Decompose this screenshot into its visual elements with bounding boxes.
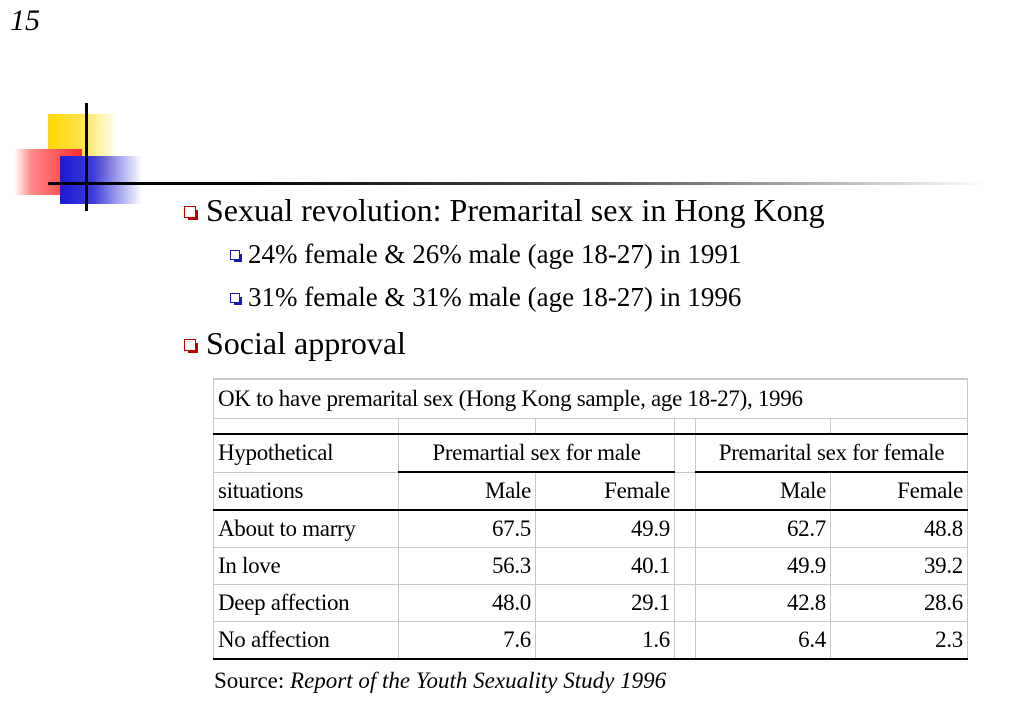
square-bullet-icon: [230, 293, 240, 303]
bullet-item: [184, 192, 1004, 239]
row-label-header: Hypothetical: [214, 434, 399, 472]
logo-red-square: [14, 149, 82, 195]
row-label: No affection: [214, 622, 399, 660]
source-prefix: Source:: [214, 668, 291, 693]
square-bullet-icon: [184, 339, 196, 351]
sub-bullet-item: [230, 239, 1004, 282]
title-divider-line: [48, 182, 988, 185]
table-cell: 40.1: [536, 548, 675, 585]
logo-vertical-line: [85, 103, 88, 211]
table-cell: 29.1: [536, 585, 675, 622]
table-cell: 49.9: [536, 510, 675, 548]
table-row: [214, 548, 968, 585]
row-label-header: situations: [214, 472, 399, 510]
row-label: In love: [214, 548, 399, 585]
row-label: About to marry: [214, 510, 399, 548]
table-cell: 48.0: [399, 585, 536, 622]
column-header: Male: [696, 472, 831, 510]
table-cell: 39.2: [831, 548, 968, 585]
column-header: Male: [399, 472, 536, 510]
slide-number: 15: [10, 4, 40, 37]
table-cell: 1.6: [536, 622, 675, 660]
logo-blue-square: [60, 156, 142, 204]
table-row: [214, 585, 968, 622]
group-header-female: Premarital sex for female: [696, 434, 968, 472]
square-bullet-icon: [230, 250, 240, 260]
table-cell: 42.8: [696, 585, 831, 622]
bullet-text: 24% female & 26% male (age 18-27) in 1991: [248, 239, 742, 269]
table-row: [214, 510, 968, 548]
table-cell: 49.9: [696, 548, 831, 585]
bullet-text: Social approval: [206, 325, 406, 361]
table-cell: 48.8: [831, 510, 968, 548]
table-cell: 28.6: [831, 585, 968, 622]
table-row: [214, 622, 968, 660]
column-header: Female: [831, 472, 968, 510]
table-cell: 62.7: [696, 510, 831, 548]
square-bullet-icon: [184, 206, 196, 218]
table-cell: 2.3: [831, 622, 968, 660]
column-header: Female: [536, 472, 675, 510]
bullet-text: 31% female & 31% male (age 18-27) in 1996: [248, 282, 742, 312]
row-label: Deep affection: [214, 585, 399, 622]
bullet-item: [184, 325, 1004, 372]
table-cell: 7.6: [399, 622, 536, 660]
table-cell: 56.3: [399, 548, 536, 585]
group-header-male: Premartial sex for male: [399, 434, 675, 472]
sub-bullet-item: [230, 282, 1004, 325]
table-title: OK to have premarital sex (Hong Kong sample, age 18-27), 1996: [214, 379, 968, 419]
source-citation: [214, 668, 666, 694]
bullet-list: [184, 192, 1004, 372]
table-cell: 67.5: [399, 510, 536, 548]
approval-table: [213, 378, 968, 660]
source-title: Report of the Youth Sexuality Study 1996: [290, 668, 667, 693]
logo-yellow-square: [48, 114, 118, 176]
bullet-text: Sexual revolution: Premarital sex in Hong Kong: [206, 192, 825, 228]
table-cell: 6.4: [696, 622, 831, 660]
